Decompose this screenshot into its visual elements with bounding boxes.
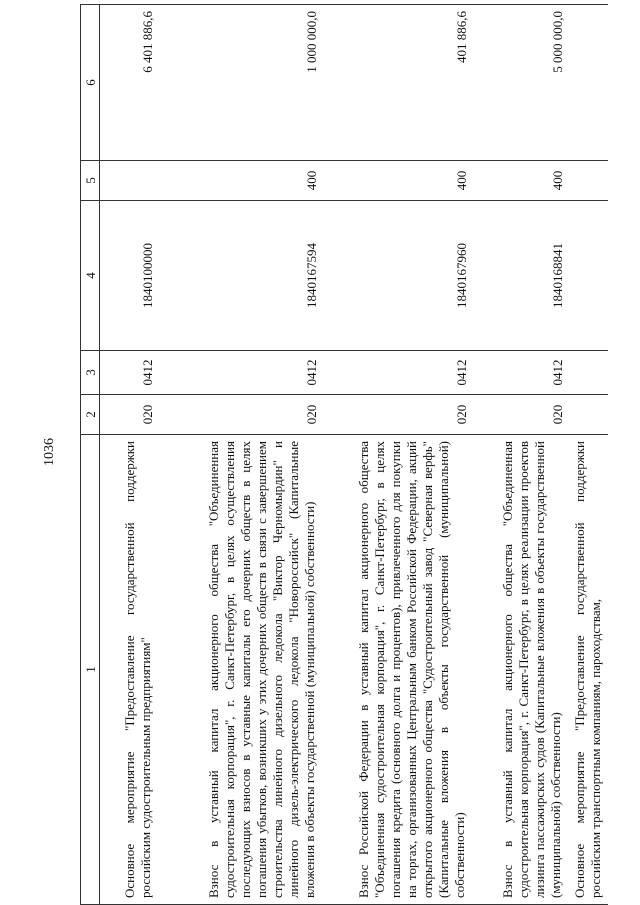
row-code-5: 400 [322, 161, 472, 201]
column-header: 3 [81, 351, 100, 395]
table-header-row [81, 5, 100, 905]
row-code-2: 020 [100, 395, 158, 435]
row-code-5: 400 [158, 161, 322, 201]
row-code-5 [100, 161, 158, 201]
column-header: 2 [81, 395, 100, 435]
table-row [568, 5, 608, 905]
row-code-5: 400 [472, 161, 568, 201]
row-code-4: 1840100000 [100, 201, 158, 351]
column-header: 4 [81, 201, 100, 351]
row-description: Взнос в уставный капитал акционерного общества "Объединенная судостроительная корпорация", г. Санкт-Петербург, в целях осуществления последующих взносов в уставные капиталы его дочерних обществ в целях погашения убытков, возникших у этих дочерних обществ в связи с завершением строительства линейного дизельного ледокола "Виктор Черномырдин" и линейного дизель-электрического ледокола "Новороссийск" (Капитальные вложения в объекты государственной (муниципальной) собственности) [158, 435, 322, 905]
row-code-4: 1840168841 [472, 201, 568, 351]
table-row [322, 5, 472, 905]
table-row [100, 5, 158, 905]
row-code-3: 0412 [472, 351, 568, 395]
row-code-5 [568, 161, 608, 201]
budget-table [80, 4, 608, 905]
column-header: 1 [81, 435, 100, 905]
row-code-2: 020 [322, 395, 472, 435]
row-amount: 401 886,6 [322, 5, 472, 161]
row-description: Основное мероприятие "Предоставление государственной поддержки российским транспортным компаниям, пароходствам, [568, 435, 608, 905]
row-code-2: 020 [158, 395, 322, 435]
row-amount: 5 000 000,0 [472, 5, 568, 161]
row-description: Основное мероприятие "Предоставление государственной поддержки российским судостроительным предприятиям" [100, 435, 158, 905]
row-description: Взнос в уставный капитал акционерного общества "Объединенная судостроительная корпорация", г. Санкт-Петербург, в целях реализации проектов лизинга пассажирских судов (Капитальные вложения в объекты государственной (муниципальной) собственности) [472, 435, 568, 905]
row-code-3: 0412 [158, 351, 322, 395]
row-code-3 [568, 351, 608, 395]
row-amount: 1 000 000,0 [158, 5, 322, 161]
table-row [158, 5, 322, 905]
row-code-2 [568, 395, 608, 435]
page-number: 1036 [42, 438, 57, 466]
row-code-3: 0412 [322, 351, 472, 395]
budget-table-sheet [80, 5, 640, 905]
row-code-4: 1840167594 [158, 201, 322, 351]
table-row [472, 5, 568, 905]
row-description: Взнос Российской Федерации в уставный капитал акционерного общества "Объединенная судостроительная корпорация", г. Санкт-Петербург, в целях погашения кредита (основного долга и процентов), привлеченного для покупки на торгах, организованных Центральным банком Российской Федерации, акций открытого акционерного общества "Судостроительный завод "Северная верфь" (Капитальные вложения в объекты государственной (муниципальной) собственности) [322, 435, 472, 905]
row-amount [568, 5, 608, 161]
column-header: 6 [81, 5, 100, 161]
row-code-4 [568, 201, 608, 351]
row-code-3: 0412 [100, 351, 158, 395]
row-code-4: 1840167960 [322, 201, 472, 351]
column-header: 5 [81, 161, 100, 201]
row-amount: 6 401 886,6 [100, 5, 158, 161]
row-code-2: 020 [472, 395, 568, 435]
